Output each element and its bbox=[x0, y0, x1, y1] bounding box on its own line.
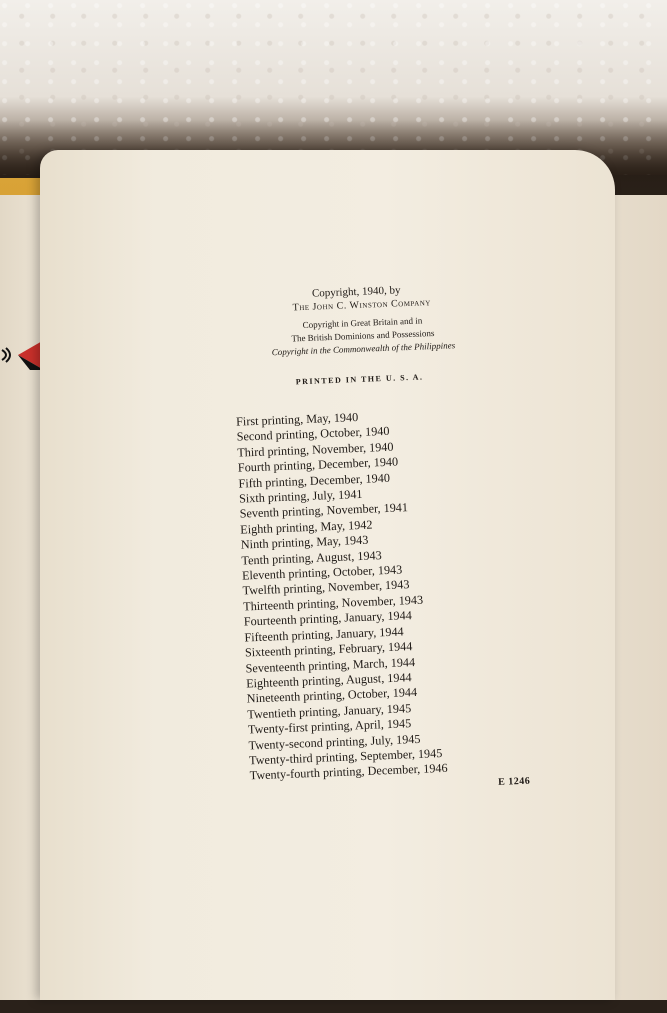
printing-entry: Twenty-fourth printing, December, 1946 bbox=[249, 761, 448, 783]
printing-entry: Fifteenth printing, January, 1944 bbox=[244, 624, 404, 645]
printing-entry: Second printing, October, 1940 bbox=[236, 424, 390, 445]
printing-entry: Twenty-first printing, April, 1945 bbox=[247, 716, 412, 737]
printing-entry: Twentieth printing, January, 1945 bbox=[247, 700, 412, 722]
printing-entry: Third printing, November, 1940 bbox=[237, 439, 394, 460]
printing-entry: Seventeenth printing, March, 1944 bbox=[245, 654, 416, 675]
printing-entry: Eleventh printing, October, 1943 bbox=[241, 562, 403, 583]
printing-entry: Tenth printing, August, 1943 bbox=[241, 547, 382, 568]
printing-entry: Fourteenth printing, January, 1944 bbox=[243, 608, 413, 629]
copyright-line: Copyright, 1940, by bbox=[311, 284, 401, 300]
printing-entry: Sixteenth printing, February, 1944 bbox=[244, 639, 413, 660]
copyright-great-britain: Copyright in Great Britain and in bbox=[302, 315, 423, 331]
printing-entry: Sixth printing, July, 1941 bbox=[238, 486, 363, 506]
printing-entry: Seventh printing, November, 1941 bbox=[239, 500, 409, 522]
printed-in-usa: PRINTED IN THE U. S. A. bbox=[295, 372, 424, 387]
publisher-name: The John C. Winston Company bbox=[292, 297, 432, 314]
printing-entry: Thirteenth printing, November, 1943 bbox=[242, 592, 424, 614]
printing-entry: Twelfth printing, November, 1943 bbox=[242, 577, 410, 599]
copyright-philippines: Copyright in the Commonwealth of the Philippines bbox=[271, 340, 456, 358]
printing-entry: Ninth printing, May, 1943 bbox=[240, 532, 369, 552]
printing-entry: Fourth printing, December, 1940 bbox=[237, 454, 399, 475]
printing-entry: Fifth printing, December, 1940 bbox=[238, 470, 391, 491]
printing-entry: Twenty-third printing, September, 1945 bbox=[248, 745, 443, 768]
printing-entry: First printing, May, 1940 bbox=[235, 410, 359, 429]
printing-entry: Eighth printing, May, 1942 bbox=[240, 517, 373, 537]
printing-entry: Twenty-second printing, July, 1945 bbox=[248, 731, 421, 752]
catalog-code: E 1246 bbox=[497, 775, 531, 788]
printing-history-list bbox=[236, 407, 448, 784]
printing-entry: Nineteenth printing, October, 1944 bbox=[246, 685, 418, 706]
copyright-dominions: The British Dominions and Possessions bbox=[291, 328, 435, 344]
printing-entry: Eighteenth printing, August, 1944 bbox=[245, 670, 412, 691]
